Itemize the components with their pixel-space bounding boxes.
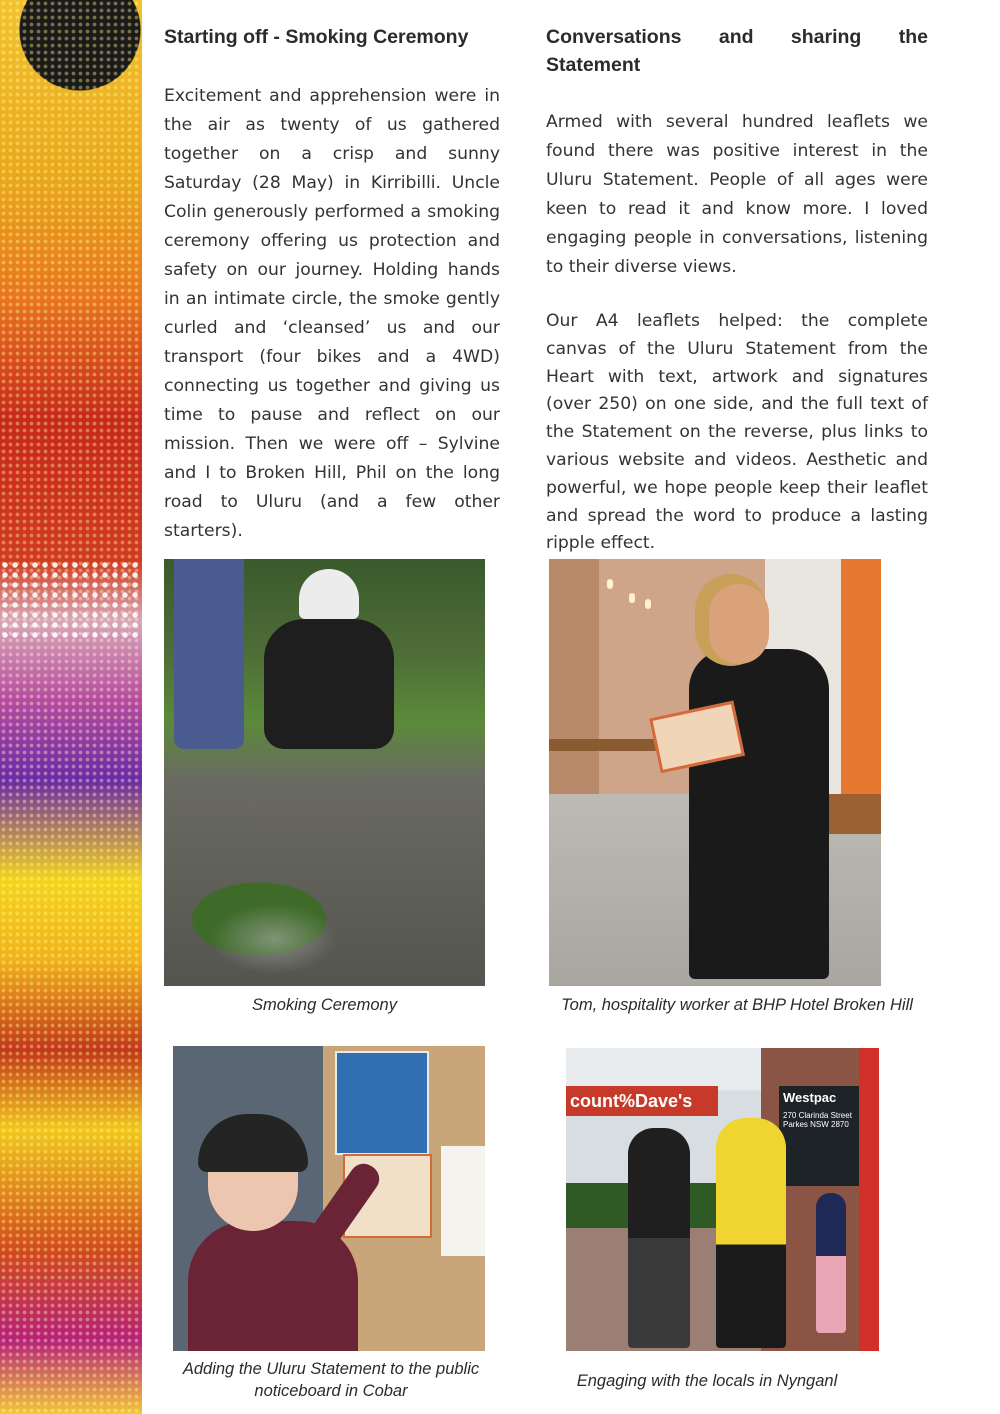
hotel-worker-photo	[549, 559, 881, 986]
white-cap	[299, 569, 359, 619]
notice-paper	[441, 1146, 485, 1256]
person-kneeling	[264, 619, 394, 749]
hotel-worker-caption: Tom, hospitality worker at BHP Hotel Broken Hill	[561, 996, 913, 1014]
smoking-ceremony-text: Excitement and apprehension were in the air as twenty of us gathered together on a crisp and sunny Saturday (28 May) in Kirribilli. Uncle Colin generously performed a smoking ceremony offering us protection and safety on our journey. Holding hands in an intimate circle, the smoke gently curled and ‘cleansed’ us and our transport (four bikes and a 4WD) connecting us together and giving us time to pause and reflect on our mission. Then we were off – Sylvine and I to Broken Hill, Phil on the long road to Uluru (and a few other starters).	[164, 86, 500, 541]
noticeboard-poster	[335, 1051, 429, 1155]
smoking-ceremony-caption: Smoking Ceremony	[252, 996, 397, 1014]
smoking-ceremony-heading: Starting off - Smoking Ceremony	[164, 26, 469, 48]
aboriginal-artwork-strip	[0, 0, 142, 1414]
nyngan-locals-caption: Engaging with the locals in Nynganl	[576, 1372, 838, 1390]
pendant-light	[629, 593, 635, 603]
smoking-ceremony-photo	[164, 559, 485, 986]
shop-sign: count%Dave's	[566, 1086, 718, 1116]
conversations-paragraph-1: Armed with several hundred leaflets we found there was positive interest in the Uluru Statement. People of all ages were keen to read it and know more. I loved engaging people in conversations, listening to their diverse views.	[546, 112, 928, 277]
young-girl	[816, 1193, 846, 1333]
red-wall-panel	[859, 1048, 879, 1351]
person-standing	[174, 559, 244, 749]
conversations-paragraph-2: Our A4 leaflets helped: the complete canvas of the Uluru Statement from the Heart with text, artwork and signatures (over 250) on one side, and the full text of the Statement on the reverse, plus links to various website and videos. Aesthetic and powerful, we hope people keep their leaflet and spread the word to produce a lasting ripple effect.	[546, 311, 928, 554]
man-in-yellow-hoodie	[716, 1118, 786, 1348]
noticeboard-caption: Adding the Uluru Statement to the public noticeboard in Cobar	[182, 1360, 480, 1400]
conversations-heading: Conversations and sharing the Statement	[546, 26, 928, 76]
cafe-table	[549, 739, 659, 751]
nyngan-locals-photo	[566, 1048, 879, 1351]
noticeboard-photo	[173, 1046, 485, 1351]
woman-in-maroon-jumper	[188, 1221, 358, 1351]
pendant-light	[645, 599, 651, 609]
bank-address: 270 Clarinda Street Parkes NSW 2870	[783, 1111, 852, 1129]
bank-sign	[779, 1086, 859, 1186]
artwork-dot-band	[0, 560, 142, 600]
person-with-backpack	[628, 1128, 690, 1348]
pendant-light	[607, 579, 613, 589]
man-in-black-coat	[689, 649, 829, 979]
bank-name: Westpac	[783, 1090, 837, 1105]
black-beanie	[198, 1114, 308, 1172]
artwork-dot-band	[0, 600, 142, 640]
man-head	[709, 584, 769, 664]
